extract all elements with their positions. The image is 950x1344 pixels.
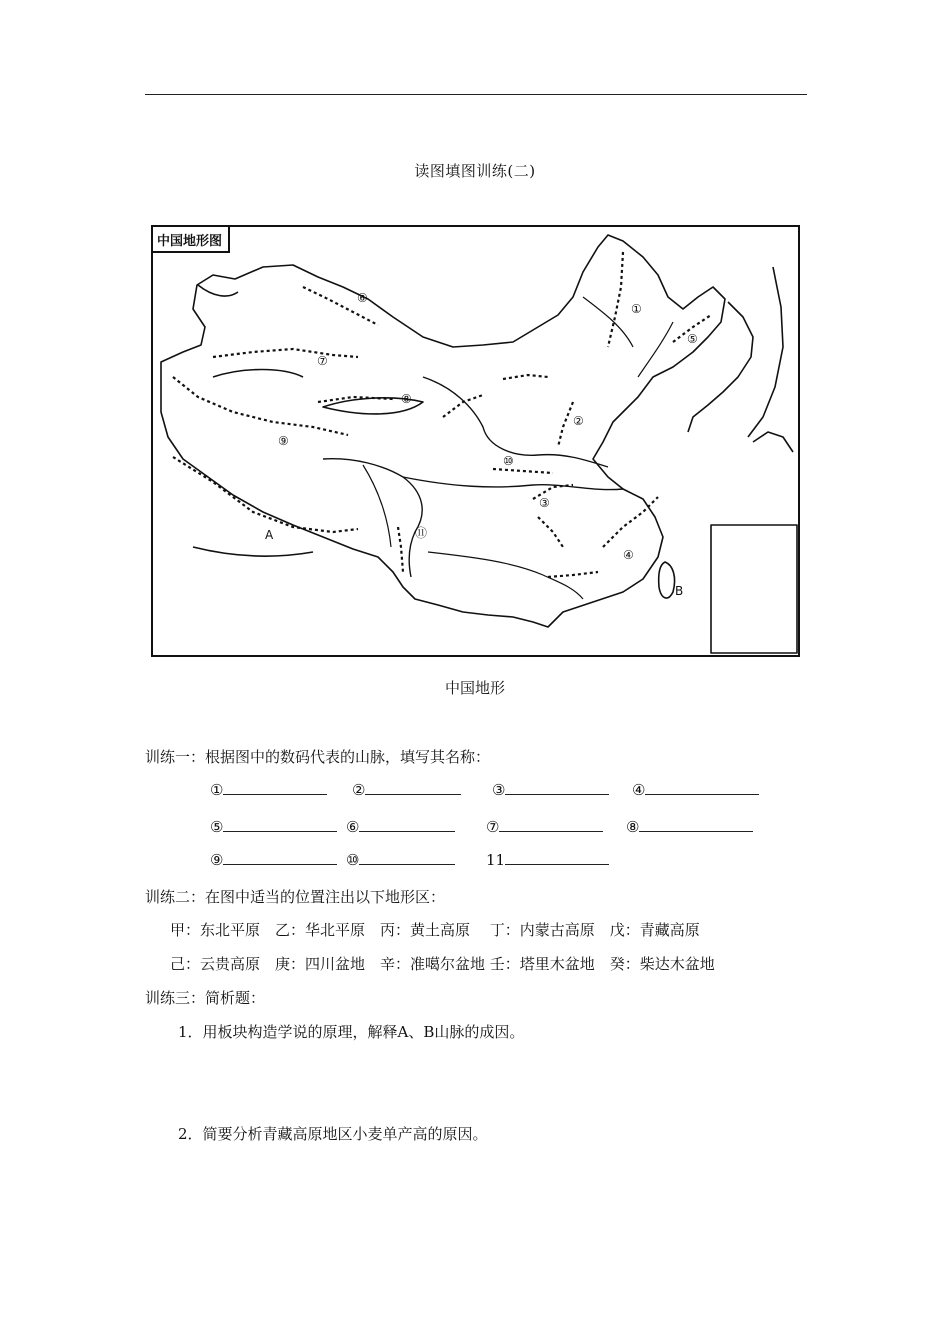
blank-item <box>486 817 603 836</box>
map-caption: 中国地形 <box>444 679 505 697</box>
answer-blank[interactable] <box>645 780 759 795</box>
task3-question-1: 1．用板块构造学说的原理，解释A、B山脉的成因。 <box>178 1023 525 1041</box>
blank-mark: ③ <box>492 781 506 799</box>
page-title: 读图填图训练(二) <box>414 162 536 180</box>
answer-blank[interactable] <box>359 850 455 865</box>
answer-blank[interactable] <box>223 850 337 865</box>
task2-landforms-line1: 甲：东北平原 乙：华北平原 丙：黄土高原 丁：内蒙古高原 戊：青藏高原 <box>170 921 700 939</box>
blank-mark: ⑦ <box>486 818 500 836</box>
blank-mark: ⑤ <box>210 818 224 836</box>
mountain-ranges <box>173 252 711 577</box>
blank-item <box>626 817 753 836</box>
answer-blank[interactable] <box>499 817 603 832</box>
map-drawing <box>153 227 798 655</box>
answer-blank[interactable] <box>639 817 753 832</box>
answer-blank[interactable] <box>223 817 337 832</box>
answer-blank[interactable] <box>223 780 327 795</box>
task2-landforms-line2: 己：云贵高原 庚：四川盆地 辛：准噶尔盆地 壬：塔里木盆地 癸：柴达木盆地 <box>170 955 715 973</box>
map-label-9: ⑨ <box>278 434 289 448</box>
map-label-7: ⑦ <box>317 354 328 368</box>
blank-mark: ⑩ <box>346 851 360 869</box>
blank-item <box>346 850 455 869</box>
map-label-4: ④ <box>623 548 634 562</box>
blank-item <box>210 780 327 799</box>
answer-blank[interactable] <box>505 780 609 795</box>
header-rule <box>145 94 807 95</box>
map-label-10: ⑩ <box>503 454 514 468</box>
blank-mark: ⑧ <box>626 818 640 836</box>
answer-blank[interactable] <box>359 817 455 832</box>
blank-item <box>352 780 461 799</box>
blank-item <box>632 780 759 799</box>
blank-mark: ② <box>352 781 366 799</box>
task2-heading: 训练二：在图中适当的位置注出以下地形区： <box>145 888 446 906</box>
task3-heading: 训练三：简析题： <box>145 989 266 1007</box>
map-label-1: ① <box>631 302 642 316</box>
map-labels <box>265 291 698 598</box>
blank-item <box>492 780 609 799</box>
answer-blank[interactable] <box>505 850 609 865</box>
task1-heading: 训练一：根据图中的数码代表的山脉，填写其名称： <box>145 748 491 766</box>
map-label-6: ⑥ <box>357 291 368 305</box>
map-label-5: ⑤ <box>687 332 698 346</box>
blank-mark: ① <box>210 781 224 799</box>
map-label-3: ③ <box>539 496 550 510</box>
blank-item <box>486 850 609 869</box>
answer-blank[interactable] <box>365 780 461 795</box>
map-label-11: ⑪ <box>415 526 428 540</box>
blank-item <box>346 817 455 836</box>
china-terrain-map <box>151 225 800 657</box>
blank-mark: ⑥ <box>346 818 360 836</box>
blank-item <box>210 850 337 869</box>
map-label-8: ⑧ <box>401 392 412 406</box>
map-outline <box>161 235 797 653</box>
blank-mark: ⑨ <box>210 851 224 869</box>
map-label-2: ② <box>573 414 584 428</box>
blank-mark: ④ <box>632 781 646 799</box>
task3-question-2: 2．简要分析青藏高原地区小麦单产高的原因。 <box>178 1125 488 1143</box>
map-title-tag: 中国地形图 <box>153 227 230 253</box>
blank-item <box>210 817 337 836</box>
map-label-a: A <box>265 528 274 542</box>
blank-mark: 11 <box>486 851 506 869</box>
map-label-b: B <box>675 584 684 598</box>
